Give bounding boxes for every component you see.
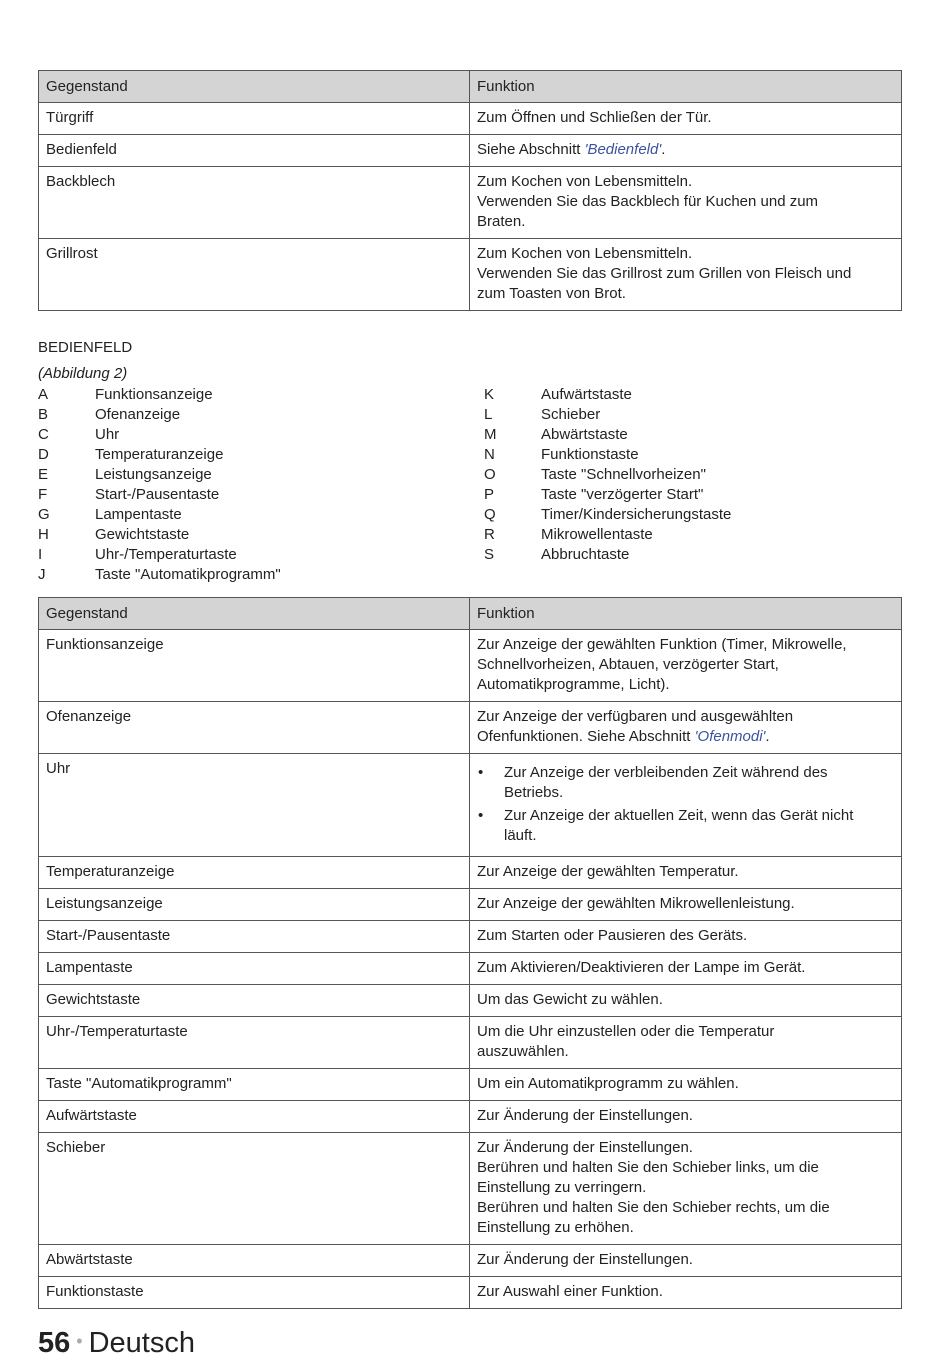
legend-item xyxy=(38,425,281,445)
list-item xyxy=(477,806,894,846)
table-row xyxy=(39,1245,902,1277)
function-line: Zur Auswahl einer Funktion. xyxy=(477,1283,663,1300)
legend-label: Mikrowellentaste xyxy=(541,526,653,543)
page-footer xyxy=(38,1326,195,1363)
legend-item xyxy=(38,405,281,425)
bullet-line: Zur Anzeige der verbleibenden Zeit während des xyxy=(504,764,828,781)
legend-item xyxy=(38,505,281,525)
bullet-line: läuft. xyxy=(504,827,537,844)
legend-key: L xyxy=(484,406,493,423)
legend-item xyxy=(484,485,731,505)
function-cell xyxy=(470,921,902,953)
function-text: . xyxy=(765,728,770,745)
function-line: Berühren und halten Sie den Schieber rechts, um die xyxy=(477,1199,830,1216)
legend-key: O xyxy=(484,466,496,483)
function-line: Verwenden Sie das Grillrost zum Grillen von Fleisch und xyxy=(477,265,852,282)
legend-label: Taste "verzögerter Start" xyxy=(541,486,704,503)
legend-key: F xyxy=(38,486,48,503)
function-line: Um ein Automatikprogramm zu wählen. xyxy=(477,1075,739,1092)
item-cell: Gewichtstaste xyxy=(39,985,470,1017)
function-cell xyxy=(470,630,902,702)
function-cell xyxy=(470,702,902,754)
item-cell: Funktionstaste xyxy=(39,1277,470,1309)
item-cell: Taste "Automatikprogramm" xyxy=(39,1069,470,1101)
table-row xyxy=(39,754,902,857)
table-row xyxy=(39,921,902,953)
page-number: 56 xyxy=(38,1327,71,1359)
function-cell xyxy=(470,135,902,167)
legend-item xyxy=(38,445,281,465)
legend-right-column xyxy=(484,385,731,565)
table-row xyxy=(39,985,902,1017)
column-header-item: Gegenstand xyxy=(39,598,470,630)
bullet-line: Betriebs. xyxy=(504,784,564,801)
table-row xyxy=(39,103,902,135)
item-cell: Grillrost xyxy=(39,239,470,311)
legend-label: Abbruchtaste xyxy=(541,546,630,563)
legend-label: Taste "Schnellvorheizen" xyxy=(541,466,706,483)
function-cell xyxy=(470,1277,902,1309)
item-cell: Abwärtstaste xyxy=(39,1245,470,1277)
legend-key: R xyxy=(484,526,495,543)
legend-item xyxy=(484,525,731,545)
function-line: Berühren und halten Sie den Schieber links, um die xyxy=(477,1159,819,1176)
section-heading: BEDIENFELD xyxy=(38,339,133,356)
item-cell: Leistungsanzeige xyxy=(39,889,470,921)
function-line: Automatikprogramme, Licht). xyxy=(477,676,670,693)
legend-item xyxy=(484,405,731,425)
table-row xyxy=(39,1277,902,1309)
legend-key: H xyxy=(38,526,49,543)
legend-item xyxy=(38,525,281,545)
table-row xyxy=(39,1101,902,1133)
legend-label: Funktionstaste xyxy=(541,446,639,463)
legend-item xyxy=(484,385,731,405)
bullet-list xyxy=(477,763,894,846)
item-cell: Aufwärtstaste xyxy=(39,1101,470,1133)
legend-label: Funktionsanzeige xyxy=(95,386,213,403)
item-cell: Funktionsanzeige xyxy=(39,630,470,702)
function-line: Zur Änderung der Einstellungen. xyxy=(477,1139,693,1156)
function-text: Siehe Abschnitt xyxy=(477,141,585,158)
function-line: Schnellvorheizen, Abtauen, verzögerter Start, xyxy=(477,656,779,673)
legend-item xyxy=(484,545,731,565)
table-header-row xyxy=(39,71,902,103)
function-line: Zur Änderung der Einstellungen. xyxy=(477,1251,693,1268)
legend-label: Ofenanzeige xyxy=(95,406,181,423)
legend-key: B xyxy=(38,406,49,423)
function-line: Verwenden Sie das Backblech für Kuchen und zum xyxy=(477,193,819,210)
function-line: Zum Aktivieren/Deaktivieren der Lampe im Gerät. xyxy=(477,959,806,976)
legend-item xyxy=(38,485,281,505)
legend-item xyxy=(38,385,281,405)
table-row xyxy=(39,889,902,921)
legend-key: S xyxy=(484,546,495,563)
legend-key: J xyxy=(38,566,46,583)
item-cell: Lampentaste xyxy=(39,953,470,985)
function-cell xyxy=(470,167,902,239)
column-header-function: Funktion xyxy=(470,71,902,103)
item-cell: Start-/Pausentaste xyxy=(39,921,470,953)
item-cell: Türgriff xyxy=(39,103,470,135)
control-panel-table xyxy=(38,597,902,1309)
legend-label: Start-/Pausentaste xyxy=(95,486,220,503)
legend-item xyxy=(38,565,281,585)
table-row xyxy=(39,1069,902,1101)
item-cell: Ofenanzeige xyxy=(39,702,470,754)
function-cell xyxy=(470,1133,902,1245)
function-cell xyxy=(470,239,902,311)
legend-key: G xyxy=(38,506,50,523)
legend-key: D xyxy=(38,446,49,463)
item-cell: Bedienfeld xyxy=(39,135,470,167)
table-row xyxy=(39,702,902,754)
item-cell: Schieber xyxy=(39,1133,470,1245)
column-header-function: Funktion xyxy=(470,598,902,630)
function-line: Zum Kochen von Lebensmitteln. xyxy=(477,245,693,262)
function-cell xyxy=(470,857,902,889)
legend-label: Temperaturanzeige xyxy=(95,446,224,463)
section-link-ofenmodi[interactable]: 'Ofenmodi' xyxy=(694,728,766,745)
legend-key: I xyxy=(38,546,43,563)
function-cell xyxy=(470,985,902,1017)
legend-label: Abwärtstaste xyxy=(541,426,628,443)
function-cell xyxy=(470,1017,902,1069)
function-line: Zur Anzeige der verfügbaren und ausgewählten xyxy=(477,708,794,725)
legend-key: C xyxy=(38,426,49,443)
bullet-line: Zur Anzeige der aktuellen Zeit, wenn das Gerät nicht xyxy=(504,807,854,824)
legend-key: M xyxy=(484,426,497,443)
function-line: Um die Uhr einzustellen oder die Temperatur xyxy=(477,1023,775,1040)
components-table xyxy=(38,70,902,311)
function-text: . xyxy=(661,141,666,158)
function-cell xyxy=(470,754,902,857)
legend-item xyxy=(484,445,731,465)
table-row xyxy=(39,953,902,985)
function-cell xyxy=(470,1101,902,1133)
table-header-row xyxy=(39,598,902,630)
function-line: Zum Kochen von Lebensmitteln. xyxy=(477,173,693,190)
function-cell xyxy=(470,953,902,985)
function-cell xyxy=(470,1069,902,1101)
legend-item xyxy=(38,545,281,565)
function-cell xyxy=(470,889,902,921)
legend-key: A xyxy=(38,386,49,403)
legend-label: Leistungsanzeige xyxy=(95,466,212,483)
bullet-icon: • xyxy=(478,807,484,824)
function-line: Zur Änderung der Einstellungen. xyxy=(477,1107,693,1124)
function-line: Um das Gewicht zu wählen. xyxy=(477,991,663,1008)
column-header-item: Gegenstand xyxy=(39,71,470,103)
list-item xyxy=(477,763,894,803)
function-line: Zur Anzeige der gewählten Mikrowellenleistung. xyxy=(477,895,795,912)
legend-item xyxy=(484,425,731,445)
legend-left-column xyxy=(38,385,281,585)
function-cell xyxy=(470,103,902,135)
function-line: Einstellung zu erhöhen. xyxy=(477,1219,634,1236)
function-line: zum Toasten von Brot. xyxy=(477,285,626,302)
function-line: Zur Anzeige der gewählten Temperatur. xyxy=(477,863,739,880)
legend-label: Uhr-/Temperaturtaste xyxy=(95,546,237,563)
legend-item xyxy=(38,465,281,485)
table-row xyxy=(39,630,902,702)
legend-item xyxy=(484,465,731,485)
function-text: Ofenfunktionen. Siehe Abschnitt xyxy=(477,728,695,745)
legend-label: Taste "Automatikprogramm" xyxy=(95,566,281,583)
bullet-icon: • xyxy=(478,764,484,781)
function-line: Zum Öffnen und Schließen der Tür. xyxy=(477,109,712,126)
function-line: Zum Starten oder Pausieren des Geräts. xyxy=(477,927,748,944)
footer-language: Deutsch xyxy=(88,1327,195,1359)
legend-key: K xyxy=(484,386,495,403)
legend-label: Timer/Kindersicherungstaste xyxy=(541,506,732,523)
legend-label: Gewichtstaste xyxy=(95,526,190,543)
item-cell: Uhr xyxy=(39,754,470,857)
section-link-bedienfeld[interactable]: 'Bedienfeld' xyxy=(584,141,662,158)
table-row xyxy=(39,857,902,889)
function-line: Einstellung zu verringern. xyxy=(477,1179,647,1196)
table-row xyxy=(39,135,902,167)
legend-key: N xyxy=(484,446,495,463)
footer-separator-icon: • xyxy=(76,1331,83,1351)
legend-label: Aufwärtstaste xyxy=(541,386,632,403)
item-cell: Uhr-/Temperaturtaste xyxy=(39,1017,470,1069)
legend-label: Lampentaste xyxy=(95,506,182,523)
function-line: Zur Anzeige der gewählten Funktion (Timer, Mikrowelle, xyxy=(477,636,847,653)
function-cell xyxy=(470,1245,902,1277)
table-row xyxy=(39,1017,902,1069)
function-line: auszuwählen. xyxy=(477,1043,569,1060)
item-cell: Backblech xyxy=(39,167,470,239)
item-cell: Temperaturanzeige xyxy=(39,857,470,889)
legend-key: E xyxy=(38,466,49,483)
function-line: Braten. xyxy=(477,213,526,230)
legend-key: Q xyxy=(484,506,496,523)
figure-reference: (Abbildung 2) xyxy=(38,365,128,382)
function-line xyxy=(477,727,894,747)
table-row xyxy=(39,239,902,311)
legend-label: Schieber xyxy=(541,406,601,423)
table-row xyxy=(39,167,902,239)
legend-label: Uhr xyxy=(95,426,120,443)
legend-item xyxy=(484,505,731,525)
legend-key: P xyxy=(484,486,495,503)
table-row xyxy=(39,1133,902,1245)
